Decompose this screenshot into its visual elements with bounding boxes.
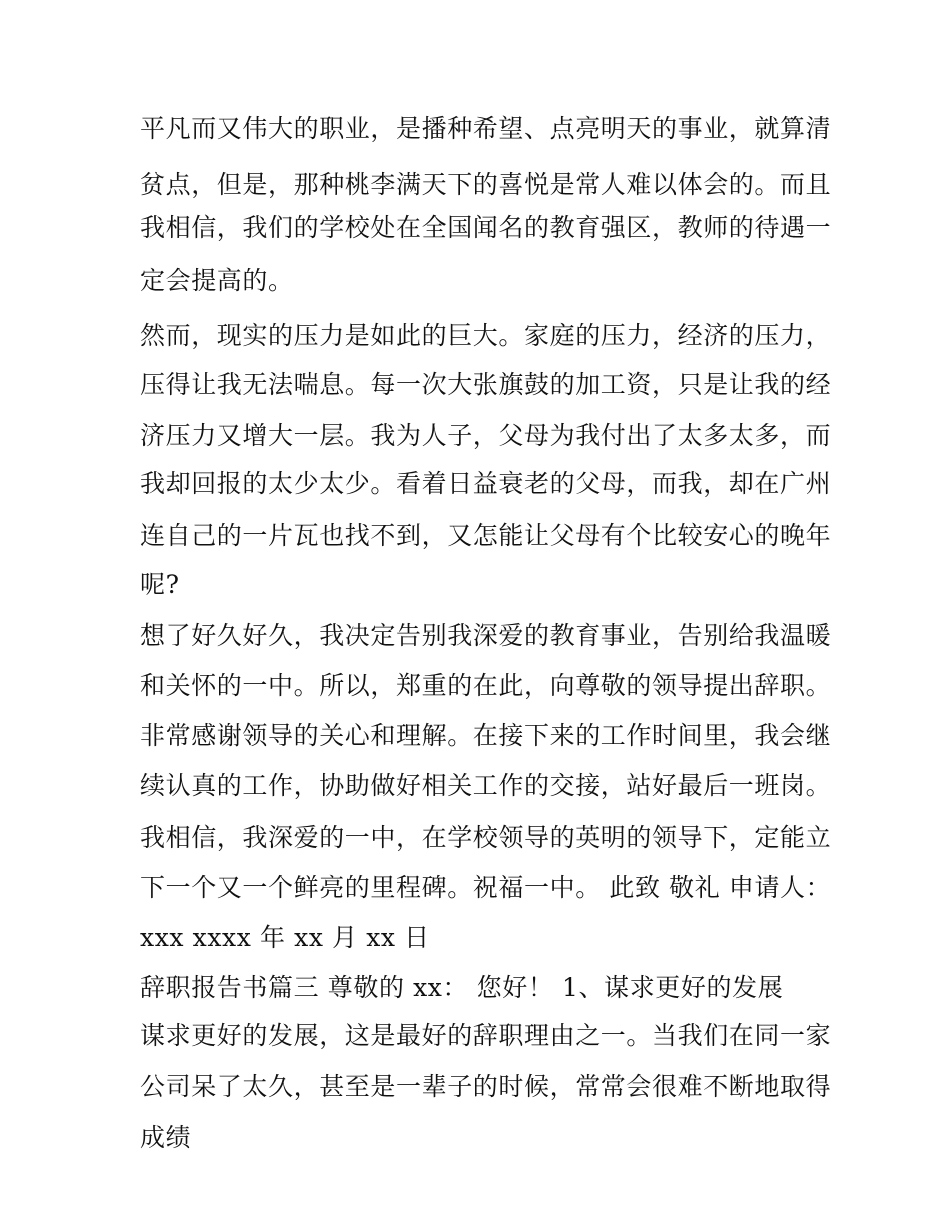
body-text-line: 公司呆了太久，甚至是一辈子的时候，常常会很难不断地取得: [140, 1072, 832, 1101]
body-text-line: 谋求更好的发展，这是最好的辞职理由之一。当我们在同一家: [140, 1021, 832, 1050]
body-text-line: 下一个又一个鲜亮的里程碑。祝福一中。 此致 敬礼 申请人：: [140, 873, 832, 902]
body-text-line: 想了好久好久，我决定告别我深爱的教育事业，告别给我温暖: [140, 621, 832, 650]
body-text-line: 非常感谢领导的关心和理解。在接下来的工作时间里，我会继: [140, 721, 832, 750]
body-text-line: 和关怀的一中。所以，郑重的在此，向尊敬的领导提出辞职。: [140, 671, 832, 700]
body-text-line: 贫点，但是，那种桃李满天下的喜悦是常人难以体会的。而且: [140, 170, 832, 199]
body-text-line: 成绩: [140, 1123, 192, 1152]
body-text-line: 呢?: [140, 570, 180, 599]
body-text-line: 我却回报的太少太少。看着日益衰老的父母，而我，却在广州: [140, 469, 832, 498]
section-heading-line: 辞职报告书篇三 尊敬的 xx： 您好！ 1、谋求更好的发展: [140, 973, 784, 1002]
body-text-line: 续认真的工作，协助做好相关工作的交接，站好最后一班岗。: [140, 771, 832, 800]
body-text-line: 济压力又增大一层。我为人子，父母为我付出了太多太多，而: [140, 421, 832, 450]
date-line: xxx xxxx 年 xx 月 xx 日: [140, 923, 430, 952]
body-text-line: 定会提高的。: [140, 266, 294, 295]
body-text-line: 我相信，我深爱的一中，在学校领导的英明的领导下，定能立: [140, 823, 832, 852]
body-text-line: 压得让我无法喘息。每一次大张旗鼓的加工资，只是让我的经: [140, 370, 832, 399]
body-text-line: 平凡而又伟大的职业，是播种希望、点亮明天的事业，就算清: [140, 114, 832, 143]
body-text-line: 我相信，我们的学校处在全国闻名的教育强区，教师的待遇一: [140, 213, 832, 242]
body-text-line: 连自己的一片瓦也找不到，又怎能让父母有个比较安心的晚年: [140, 521, 832, 550]
body-text-line: 然而，现实的压力是如此的巨大。家庭的压力，经济的压力，: [140, 321, 832, 350]
